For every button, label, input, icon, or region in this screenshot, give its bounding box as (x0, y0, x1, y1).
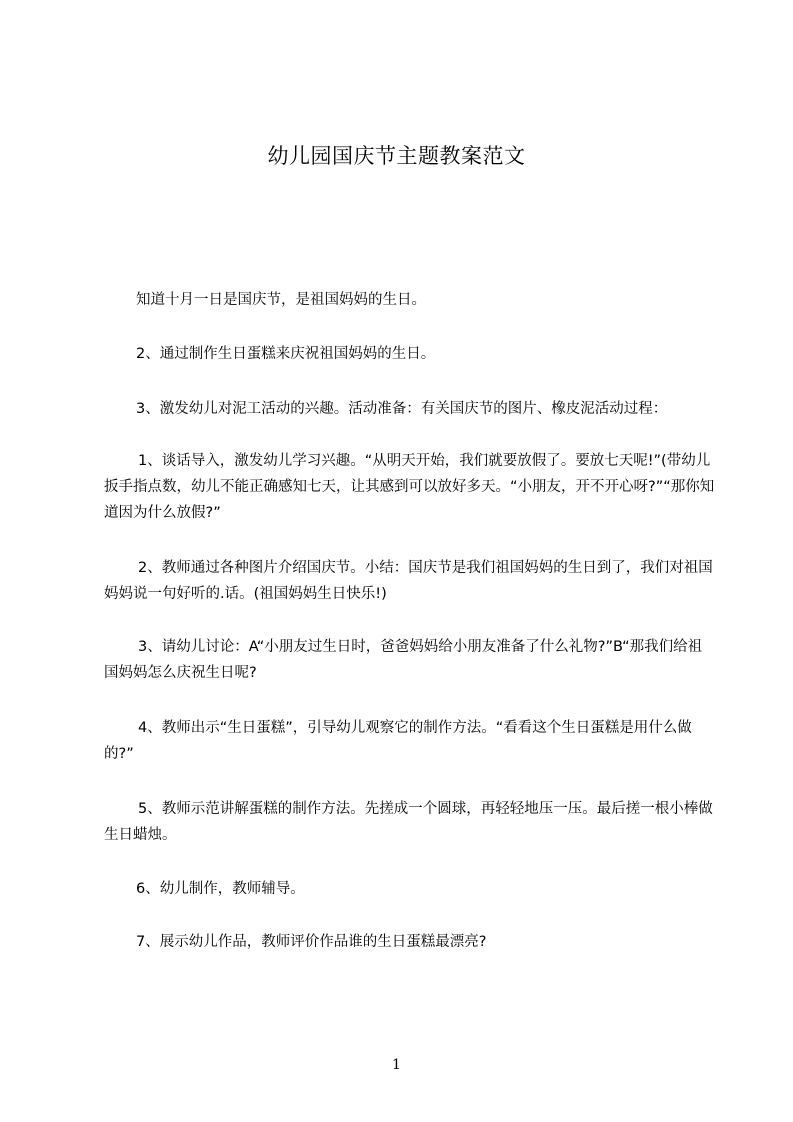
paragraph-7: 4、教师出示“生日蛋糕”，引导幼儿观察它的制作方法。“看看这个生日蛋糕是用什么做的?” (104, 720, 692, 762)
paragraph-5: 2、教师通过各种图片介绍国庆节。小结：国庆节是我们祖国妈妈的生日到了，我们对祖国妈妈说一句好听的.话。(祖国妈妈生日快乐!) (104, 560, 713, 602)
document-title: 幼儿园国庆节主题教案范文 (267, 144, 526, 168)
page-number: 1 (392, 1057, 401, 1073)
paragraph-3: 3、激发幼儿对泥工活动的兴趣。活动准备：有关国庆节的图片、橡皮泥活动过程： (136, 401, 668, 417)
paragraph-9: 6、幼儿制作，教师辅导。 (136, 881, 305, 897)
paragraph-1: 知道十月一日是国庆节，是祖国妈妈的生日。 (136, 292, 426, 308)
paragraph-8: 5、教师示范讲解蛋糕的制作方法。先搓成一个圆球，再轻轻地压一压。最后搓一根小棒做生日蜡烛。 (104, 801, 713, 843)
paragraph-10: 7、展示幼儿作品，教师评价作品谁的生日蛋糕最漂亮? (136, 934, 487, 950)
paragraph-4: 1、谈话导入，激发幼儿学习兴趣。“从明天开始，我们就要放假了。要放七天呢!”(带幼儿扳手指点数，幼儿不能正确感知七天，让其感到可以放好多天。“小朋友，开不开心呀?”“那你知道因为什么放假?” (104, 453, 715, 521)
paragraph-6: 3、请幼儿讨论：A“小朋友过生日时，爸爸妈妈给小朋友准备了什么礼物?”B“那我们给祖国妈妈怎么庆祝生日呢? (104, 639, 703, 681)
paragraph-2: 2、通过制作生日蛋糕来庆祝祖国妈妈的生日。 (136, 346, 436, 362)
